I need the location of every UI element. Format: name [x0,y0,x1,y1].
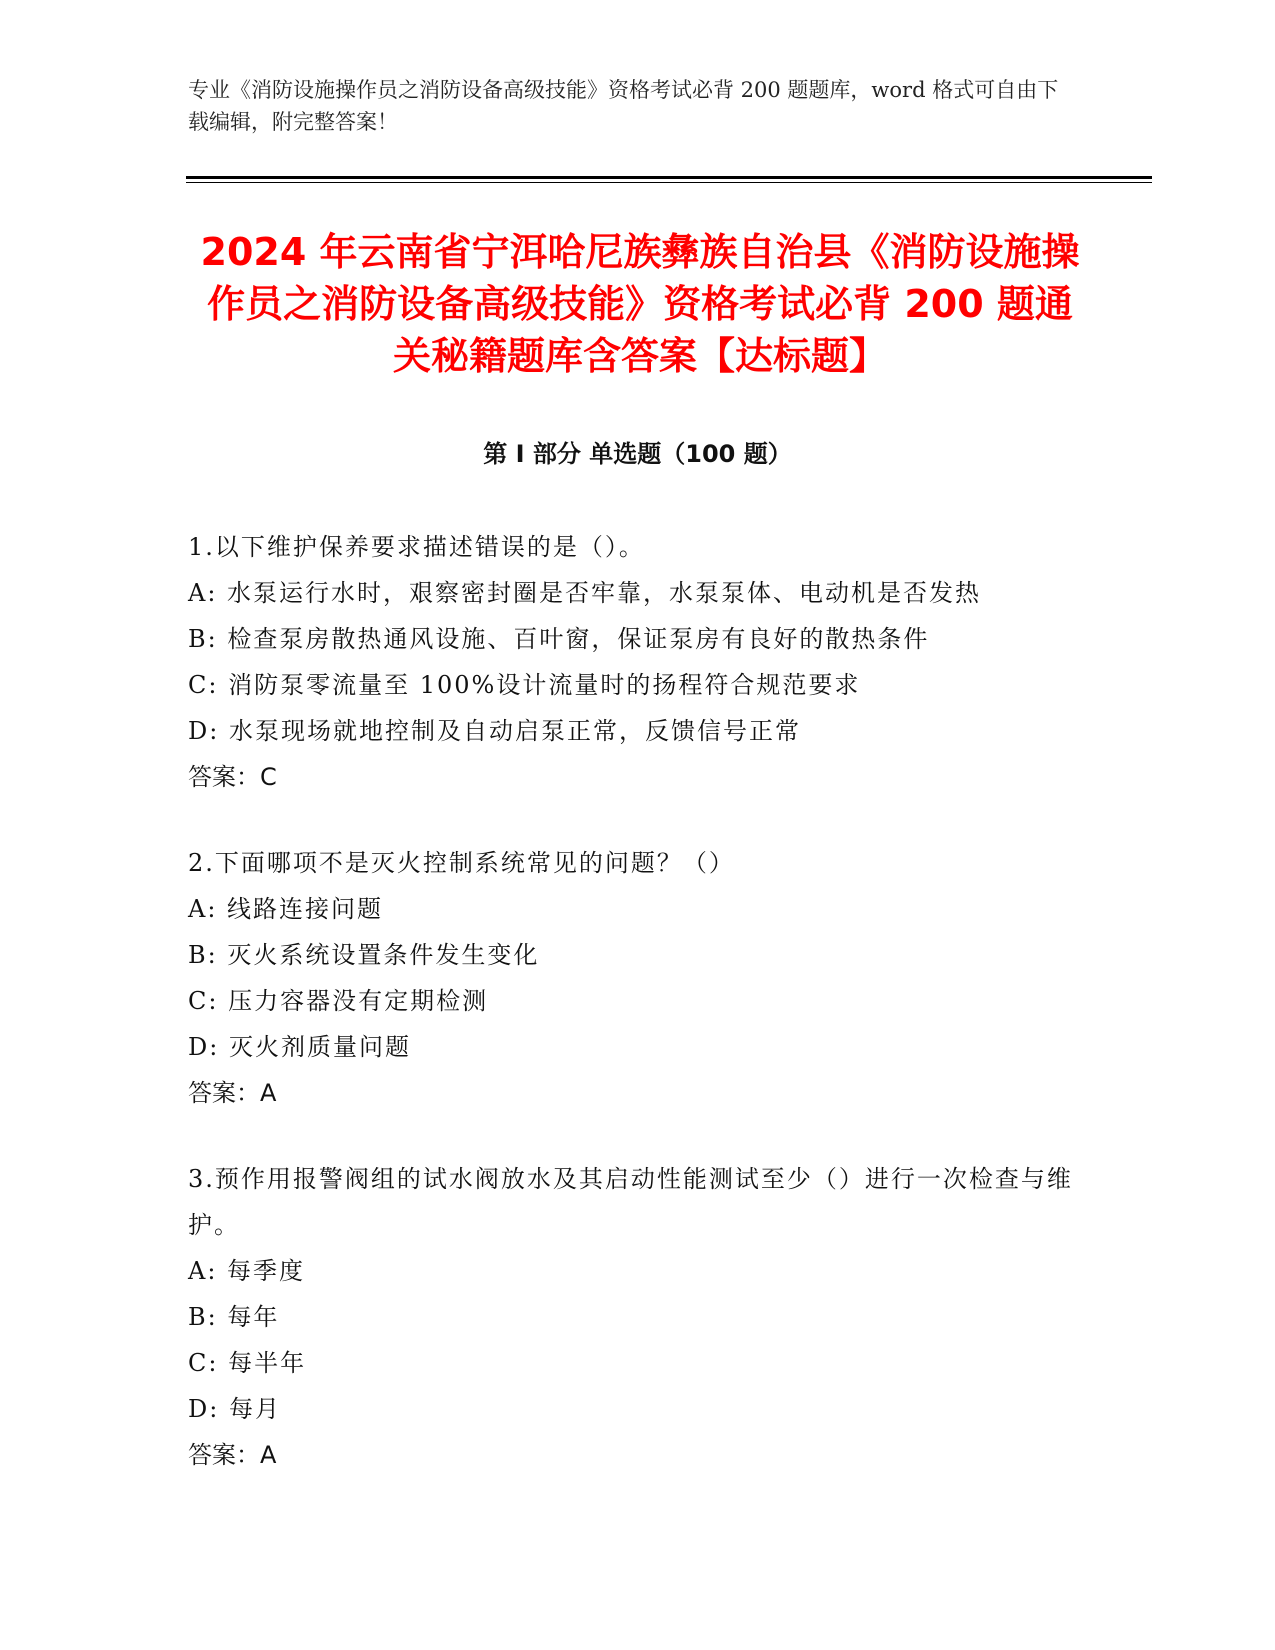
header-note: 专业《消防设施操作员之消防设备高级技能》资格考试必背 200 题题库，word 格式可自由下载编辑，附完整答案！ [188,78,1059,134]
option-c: C: 消防泵零流量至 100%设计流量时的扬程符合规范要求 [188,671,861,699]
option-b: B: 每年 [188,1303,280,1331]
question-stem: 2.下面哪项不是灭火控制系统常见的问题？（） [188,849,735,877]
option-a: A: 水泵运行水时，艰察密封圈是否牢靠，水泵泵体、电动机是否发热 [188,579,982,607]
option-a: A: 每季度 [188,1257,306,1285]
section-title: 第 I 部分 单选题（100 题） [483,440,792,468]
question-stem: 1.以下维护保养要求描述错误的是（）。 [188,533,645,561]
header-divider-thin [186,182,1152,183]
question-stem: 3.预作用报警阀组的试水阀放水及其启动性能测试至少（）进行一次检查与维护。 [188,1165,1073,1239]
option-d: D: 灭火剂质量问题 [188,1033,411,1061]
option-b: B: 灭火系统设置条件发生变化 [188,941,540,969]
option-b: B: 检查泵房散热通风设施、百叶窗，保证泵房有良好的散热条件 [188,625,930,653]
document-title: 2024 年云南省宁洱哈尼族彝族自治县《消防设施操作员之消防设备高级技能》资格考试必背 200 题通关秘籍题库含答案【达标题】 [200,230,1080,378]
question-item [188,524,1088,800]
question-list [188,524,1088,1518]
answer-text: 答案：A [188,1079,277,1107]
option-d: D: 水泵现场就地控制及自动启泵正常，反馈信号正常 [188,717,801,745]
header-divider-thick [186,176,1152,179]
option-d: D: 每月 [188,1395,281,1423]
question-item [188,840,1088,1116]
option-a: A: 线路连接问题 [188,895,384,923]
answer-text: 答案：A [188,1441,277,1469]
answer-text: 答案：C [188,763,277,791]
question-item [188,1156,1088,1478]
option-c: C: 压力容器没有定期检测 [188,987,489,1015]
option-c: C: 每半年 [188,1349,307,1377]
